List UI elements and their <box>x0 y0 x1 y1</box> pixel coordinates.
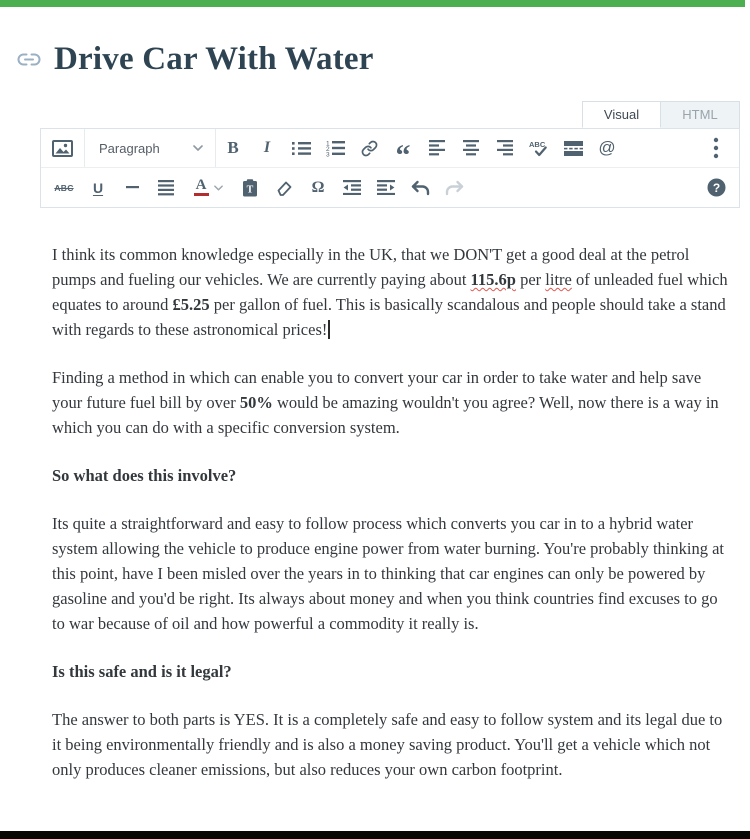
tab-visual[interactable]: Visual <box>582 101 661 128</box>
text-cursor <box>328 320 330 339</box>
italic-button[interactable]: I <box>263 139 271 156</box>
link-icon <box>17 53 41 66</box>
underline-button[interactable]: U <box>92 179 104 196</box>
bold-button[interactable]: B <box>227 138 239 157</box>
text-run: Its quite a straightforward and easy to follow process which converts you car in to a hybrid water system allowing the vehicle to produce engine power from water burning. You're probably thinking at this point, have I been misled over the years in to thinking that car engines can only be powered by gasoline and you'd be right. Its always about money and when you think countries find excuses to go to war because of oil and how powerful a commodity it really is. <box>52 514 724 633</box>
horizontal-rule-button[interactable] <box>115 168 149 207</box>
toolbar-row-2 <box>41 168 739 207</box>
text-color-button[interactable]: A <box>183 168 233 207</box>
read-more-button[interactable] <box>556 129 590 167</box>
add-media-button[interactable] <box>41 129 85 167</box>
editor-content-area[interactable] <box>40 208 740 782</box>
indent-button[interactable] <box>369 168 403 207</box>
outdent-button[interactable] <box>335 168 369 207</box>
editor-toolbar <box>40 128 740 208</box>
link-button[interactable] <box>352 129 386 167</box>
text-run: litre <box>545 270 572 289</box>
format-dropdown-label: Paragraph <box>99 140 160 156</box>
post-header <box>17 37 750 81</box>
text-run: per <box>515 270 546 289</box>
bullet-list-button[interactable] <box>284 129 318 167</box>
text-run: I think its common knowledge especially in the UK, that we DON'T get a good deal at the petrol pumps and fueling our vehicles. We are currently paying about <box>52 245 690 289</box>
strikethrough-button[interactable]: ABC <box>54 182 74 193</box>
redo-button <box>437 168 471 207</box>
undo-button[interactable] <box>403 168 437 207</box>
text-run: 115.6p <box>470 270 516 289</box>
align-left-button[interactable] <box>420 129 454 167</box>
toolbar-toggle-kebab-button[interactable] <box>699 129 733 167</box>
align-center-button[interactable] <box>454 129 488 167</box>
toolbar-row-1 <box>41 129 739 172</box>
content-paragraph <box>52 707 731 782</box>
text-run: £5.25 <box>172 295 210 314</box>
content-paragraph <box>52 365 731 440</box>
bottom-strip <box>0 831 750 839</box>
svg-text:T: T <box>246 184 254 196</box>
content-paragraph <box>52 242 731 342</box>
numbered-list-button[interactable] <box>318 129 352 167</box>
text-run: per gallon of fuel. This is basically scandalous and people should take a stand with regards to these astronomical prices! <box>52 295 726 339</box>
at-mention-button[interactable]: @ <box>598 138 616 157</box>
text-run: of unleaded fuel which equates to around <box>52 270 728 314</box>
tab-html[interactable]: HTML <box>661 101 740 128</box>
svg-text:ABC: ABC <box>528 139 545 149</box>
align-right-button[interactable] <box>488 129 522 167</box>
text-run: Finding a method in which can enable you to convert your car in order to take water and help save your future fuel bill by over <box>52 368 702 412</box>
justify-button[interactable] <box>149 168 183 207</box>
clear-formatting-eraser-button[interactable] <box>267 168 301 207</box>
page-title[interactable]: Drive Car With Water <box>54 41 374 77</box>
svg-text:1: 1 <box>325 140 330 147</box>
text-run: So what does this involve? <box>52 466 237 485</box>
spellcheck-button[interactable] <box>522 129 556 167</box>
editor-mode-tabs <box>40 101 740 128</box>
text-run: would be amazing wouldn't you agree? Well, now there is a way in which you can do with a specific conversion system. <box>52 393 719 437</box>
svg-text:2: 2 <box>325 145 330 153</box>
post-editor <box>40 101 740 782</box>
content-heading <box>52 463 731 488</box>
svg-text:?: ? <box>712 180 720 195</box>
text-run: The answer to both parts is YES. It is a completely safe and easy to follow system and its legal due to it being environmentally friendly and is also a money saving product. You'll get a vehicle which not only produces cleaner emissions, but also reduces your own carbon footprint. <box>52 710 723 779</box>
blockquote-button[interactable]: “ <box>395 139 411 172</box>
special-character-button[interactable]: Ω <box>311 178 325 196</box>
format-dropdown[interactable] <box>85 129 216 167</box>
svg-text:3: 3 <box>325 151 330 157</box>
content-heading <box>52 659 731 684</box>
text-run: 50% <box>239 393 273 412</box>
chevron-down-icon <box>193 145 203 151</box>
help-button[interactable] <box>699 168 733 207</box>
paste-as-text-button[interactable] <box>233 168 267 207</box>
content-paragraph <box>52 511 731 636</box>
text-run: Is this safe and is it legal? <box>52 662 232 681</box>
admin-top-bar <box>0 0 745 7</box>
